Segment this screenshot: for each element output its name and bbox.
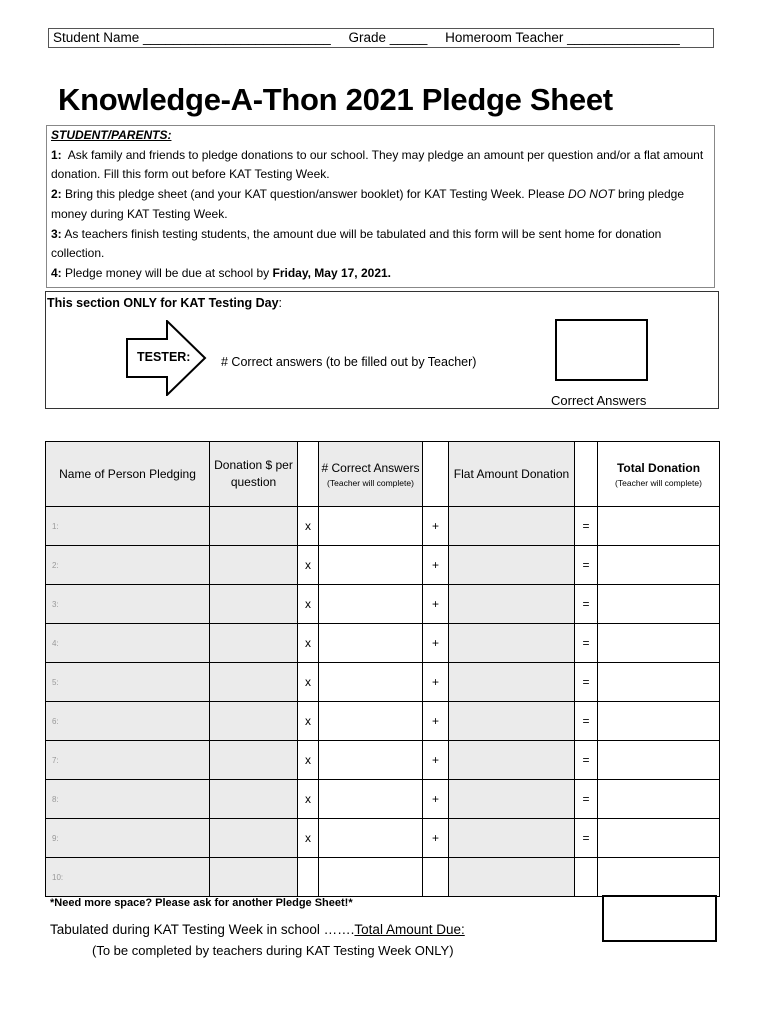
table-row bbox=[46, 624, 720, 663]
equals-symbol: = bbox=[575, 624, 598, 663]
equals-symbol: = bbox=[575, 741, 598, 780]
correct-answers-instruction: # Correct answers (to be filled out by Teacher) bbox=[221, 355, 477, 369]
times-symbol: x bbox=[298, 780, 319, 819]
header-correct: # Correct Answers (Teacher will complete) bbox=[319, 442, 423, 507]
donation-per-question-cell[interactable] bbox=[210, 546, 298, 585]
flat-amount-cell[interactable] bbox=[449, 702, 575, 741]
total-donation-cell[interactable] bbox=[598, 585, 720, 624]
table-row bbox=[46, 858, 720, 897]
donation-per-question-cell[interactable] bbox=[210, 507, 298, 546]
flat-amount-cell[interactable] bbox=[449, 507, 575, 546]
correct-answers-cell[interactable] bbox=[319, 546, 423, 585]
item-number: 3: bbox=[51, 226, 62, 241]
times-symbol: x bbox=[298, 507, 319, 546]
times-symbol bbox=[298, 858, 319, 897]
equals-symbol: = bbox=[575, 819, 598, 858]
instructions-heading: STUDENT/PARENTS: bbox=[51, 128, 172, 142]
donation-per-question-cell[interactable] bbox=[210, 663, 298, 702]
correct-answers-cell[interactable] bbox=[319, 624, 423, 663]
pledger-name-cell[interactable]: 9: bbox=[46, 819, 210, 858]
pledger-name-cell[interactable]: 6: bbox=[46, 702, 210, 741]
times-symbol: x bbox=[298, 585, 319, 624]
plus-symbol: + bbox=[423, 741, 449, 780]
testing-section-label: This section ONLY for KAT Testing Day: bbox=[47, 296, 283, 310]
donation-per-question-cell[interactable] bbox=[210, 819, 298, 858]
need-more-note: *Need more space? Please ask for another Pledge Sheet!* bbox=[50, 897, 353, 909]
correct-answers-cell[interactable] bbox=[319, 585, 423, 624]
item-number: 1: bbox=[51, 147, 62, 162]
item-text: bring pledge money during KAT Testing Week. bbox=[51, 187, 685, 221]
flat-amount-cell[interactable] bbox=[449, 819, 575, 858]
plus-symbol: + bbox=[423, 819, 449, 858]
equals-symbol: = bbox=[575, 546, 598, 585]
header-total: Total Donation (Teacher will complete) bbox=[598, 442, 720, 507]
total-donation-cell[interactable] bbox=[598, 624, 720, 663]
equals-symbol: = bbox=[575, 663, 598, 702]
header-donation: Donation $ per question bbox=[210, 442, 298, 507]
total-amount-due-label: Total Amount Due: bbox=[354, 922, 465, 937]
correct-answers-cell[interactable] bbox=[319, 819, 423, 858]
due-date: Friday, May 17, 2021. bbox=[272, 265, 391, 280]
table-row bbox=[46, 741, 720, 780]
table-row bbox=[46, 507, 720, 546]
pledger-name-cell[interactable]: 3: bbox=[46, 585, 210, 624]
flat-amount-cell[interactable] bbox=[449, 546, 575, 585]
table-row bbox=[46, 546, 720, 585]
times-symbol: x bbox=[298, 702, 319, 741]
pledger-name-cell[interactable]: 1: bbox=[46, 507, 210, 546]
total-donation-cell[interactable] bbox=[598, 702, 720, 741]
item-text: Ask family and friends to pledge donations to our school. They may pledge an amount per question and/or a flat amount donation. Fill this form out before KAT Testing Week. bbox=[51, 147, 704, 182]
equals-symbol: = bbox=[575, 780, 598, 819]
plus-symbol: + bbox=[423, 507, 449, 546]
plus-symbol bbox=[423, 858, 449, 897]
total-donation-cell[interactable] bbox=[598, 819, 720, 858]
item-number: 4: bbox=[51, 265, 62, 280]
total-donation-cell[interactable] bbox=[598, 741, 720, 780]
table-row bbox=[46, 663, 720, 702]
pledger-name-cell[interactable]: 7: bbox=[46, 741, 210, 780]
flat-amount-cell[interactable] bbox=[449, 663, 575, 702]
total-donation-cell[interactable] bbox=[598, 507, 720, 546]
correct-answers-cell[interactable] bbox=[319, 702, 423, 741]
pledger-name-cell[interactable]: 2: bbox=[46, 546, 210, 585]
times-symbol: x bbox=[298, 819, 319, 858]
donation-per-question-cell[interactable] bbox=[210, 624, 298, 663]
correct-answers-cell[interactable] bbox=[319, 507, 423, 546]
flat-amount-cell[interactable] bbox=[449, 858, 575, 897]
pledge-table bbox=[45, 441, 720, 897]
correct-answers-label: Correct Answers bbox=[551, 393, 647, 408]
header-name: Name of Person Pledging bbox=[46, 442, 210, 507]
flat-amount-cell[interactable] bbox=[449, 624, 575, 663]
instruction-item-4 bbox=[51, 264, 710, 284]
flat-amount-cell[interactable] bbox=[449, 585, 575, 624]
flat-amount-cell[interactable] bbox=[449, 780, 575, 819]
header-spacer bbox=[298, 442, 319, 507]
page-title: Knowledge-A-Thon 2021 Pledge Sheet bbox=[58, 82, 613, 117]
donation-per-question-cell[interactable] bbox=[210, 741, 298, 780]
equals-symbol bbox=[575, 858, 598, 897]
correct-answers-cell[interactable] bbox=[319, 663, 423, 702]
correct-answers-cell[interactable] bbox=[319, 741, 423, 780]
times-symbol: x bbox=[298, 624, 319, 663]
testing-day-section bbox=[45, 291, 719, 409]
total-donation-cell[interactable] bbox=[598, 780, 720, 819]
instruction-item-2 bbox=[51, 185, 710, 224]
plus-symbol: + bbox=[423, 624, 449, 663]
header-spacer bbox=[423, 442, 449, 507]
item-text: As teachers finish testing students, the amount due will be tabulated and this form will be sent home for donation collection. bbox=[51, 226, 662, 261]
equals-symbol: = bbox=[575, 702, 598, 741]
donation-per-question-cell[interactable] bbox=[210, 585, 298, 624]
teacher-note: (To be completed by teachers during KAT Testing Week ONLY) bbox=[92, 943, 454, 958]
item-text: Bring this pledge sheet (and your KAT question/answer booklet) for KAT Testing Week. Please bbox=[65, 187, 568, 202]
correct-answers-cell[interactable] bbox=[319, 858, 423, 897]
table-row bbox=[46, 702, 720, 741]
plus-symbol: + bbox=[423, 585, 449, 624]
total-amount-due-box[interactable] bbox=[602, 895, 717, 942]
total-donation-cell[interactable] bbox=[598, 663, 720, 702]
tester-label: TESTER: bbox=[137, 350, 191, 364]
grade-field[interactable]: Grade _____ bbox=[348, 30, 428, 45]
donation-per-question-cell[interactable] bbox=[210, 780, 298, 819]
equals-symbol: = bbox=[575, 507, 598, 546]
times-symbol: x bbox=[298, 741, 319, 780]
homeroom-teacher-field[interactable]: Homeroom Teacher _______________ bbox=[445, 30, 680, 45]
pledger-name-cell[interactable]: 4: bbox=[46, 624, 210, 663]
plus-symbol: + bbox=[423, 546, 449, 585]
pledger-name-cell[interactable]: 8: bbox=[46, 780, 210, 819]
student-info-bar bbox=[48, 28, 714, 48]
times-symbol: x bbox=[298, 663, 319, 702]
header-spacer bbox=[575, 442, 598, 507]
tabulated-line: Tabulated during KAT Testing Week in school …….Total Amount Due: bbox=[50, 922, 465, 937]
total-donation-cell[interactable] bbox=[598, 546, 720, 585]
instructions-box bbox=[46, 125, 715, 288]
table-header-row bbox=[46, 442, 720, 507]
pledger-name-cell[interactable]: 5: bbox=[46, 663, 210, 702]
flat-amount-cell[interactable] bbox=[449, 741, 575, 780]
header-flat: Flat Amount Donation bbox=[449, 442, 575, 507]
item-number: 2: bbox=[51, 187, 62, 202]
instruction-item-1 bbox=[51, 146, 710, 185]
table-row bbox=[46, 585, 720, 624]
total-donation-cell[interactable] bbox=[598, 858, 720, 897]
donation-per-question-cell[interactable] bbox=[210, 702, 298, 741]
item-emphasis: DO NOT bbox=[567, 187, 615, 202]
donation-per-question-cell[interactable] bbox=[210, 858, 298, 897]
times-symbol: x bbox=[298, 546, 319, 585]
plus-symbol: + bbox=[423, 702, 449, 741]
correct-answers-cell[interactable] bbox=[319, 780, 423, 819]
plus-symbol: + bbox=[423, 780, 449, 819]
instruction-item-3 bbox=[51, 225, 710, 264]
pledger-name-cell[interactable]: 10: bbox=[46, 858, 210, 897]
plus-symbol: + bbox=[423, 663, 449, 702]
equals-symbol: = bbox=[575, 585, 598, 624]
correct-answers-box[interactable] bbox=[555, 319, 648, 381]
item-text: Pledge money will be due at school by bbox=[65, 265, 273, 280]
table-row bbox=[46, 819, 720, 858]
student-name-field[interactable]: Student Name _________________________ bbox=[53, 30, 331, 45]
table-row bbox=[46, 780, 720, 819]
